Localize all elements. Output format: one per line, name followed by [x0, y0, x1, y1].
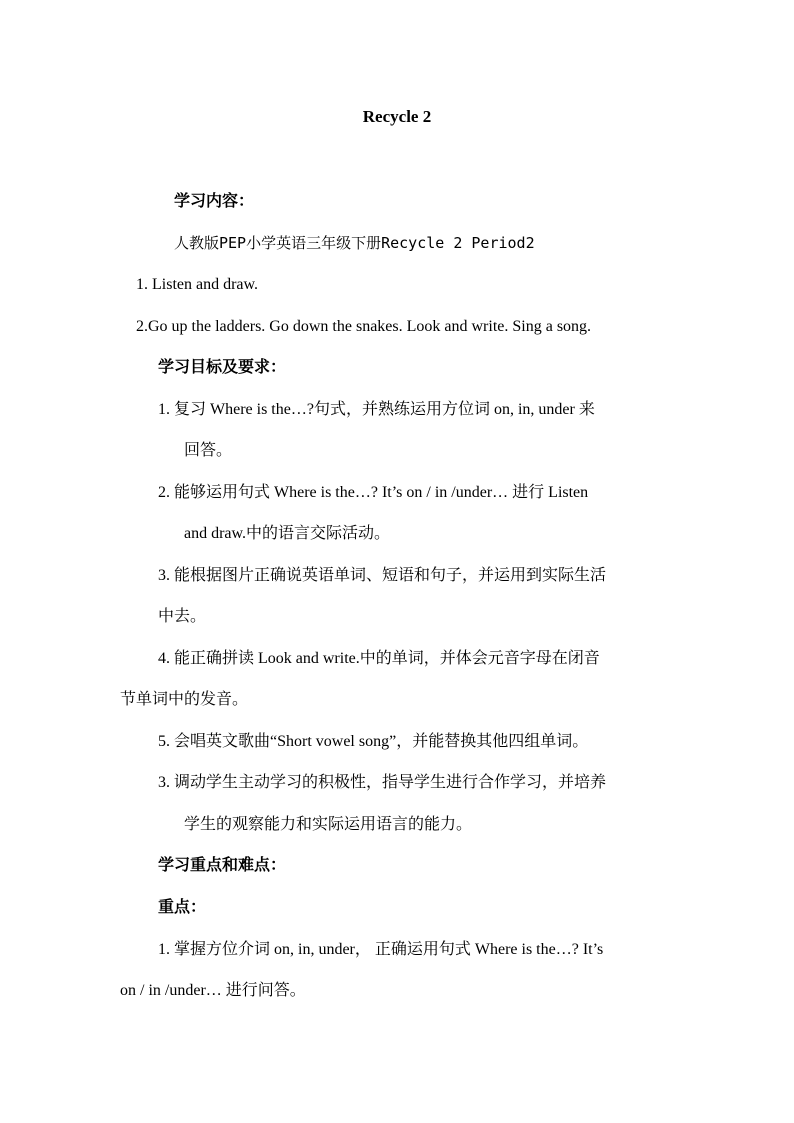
goal-6-line-2: 学生的观察能力和实际运用语言的能力。 [184, 816, 473, 833]
goal-4-line-1: 4. 能正确拼读 Look and write.中的单词，并体会元音字母在闭音 [158, 650, 600, 667]
key-point-1-line-1: 1. 掌握方位介词 on, in, under， 正确运用句式 Where is the…? It’s [158, 941, 604, 958]
content-item-2: 2.Go up the ladders. Go down the snakes. Look and write. Sing a song. [136, 318, 592, 335]
content-item-1: 1. Listen and draw. [136, 276, 259, 293]
key-heading: 学习重点和难点： [158, 857, 287, 874]
goal-3-line-2: 中去。 [158, 608, 207, 625]
key-sub-heading: 重点： [158, 899, 207, 916]
goal-3-line-1: 3. 能根据图片正确说英语单词、短语和句子，并运用到实际生活 [158, 567, 607, 584]
goal-4-line-2: 节单词中的发音。 [120, 691, 249, 708]
goal-6-line-1: 3. 调动学生主动学习的积极性，指导学生进行合作学习，并培养 [158, 774, 607, 791]
goal-2-line-1: 2. 能够运用句式 Where is the…? It’s on / in /under… 进行 Listen [158, 484, 589, 501]
goal-1-line-2: 回答。 [184, 442, 233, 459]
document-title: Recycle 2 [362, 107, 432, 126]
goal-1-line-1: 1. 复习 Where is the…?句式，并熟练运用方位词 on, in, under 来 [158, 401, 595, 418]
goals-heading: 学习目标及要求： [158, 359, 287, 376]
goal-5-line-1: 5. 会唱英文歌曲“Short vowel song”，并能替换其他四组单词。 [158, 733, 589, 750]
content-heading: 学习内容： [174, 193, 255, 210]
goal-2-line-2: and draw.中的语言交际活动。 [184, 525, 391, 542]
content-text: 人教版PEP小学英语三年级下册Recycle 2 Period2 [174, 234, 535, 252]
key-point-1-line-2: on / in /under… 进行问答。 [120, 982, 306, 999]
